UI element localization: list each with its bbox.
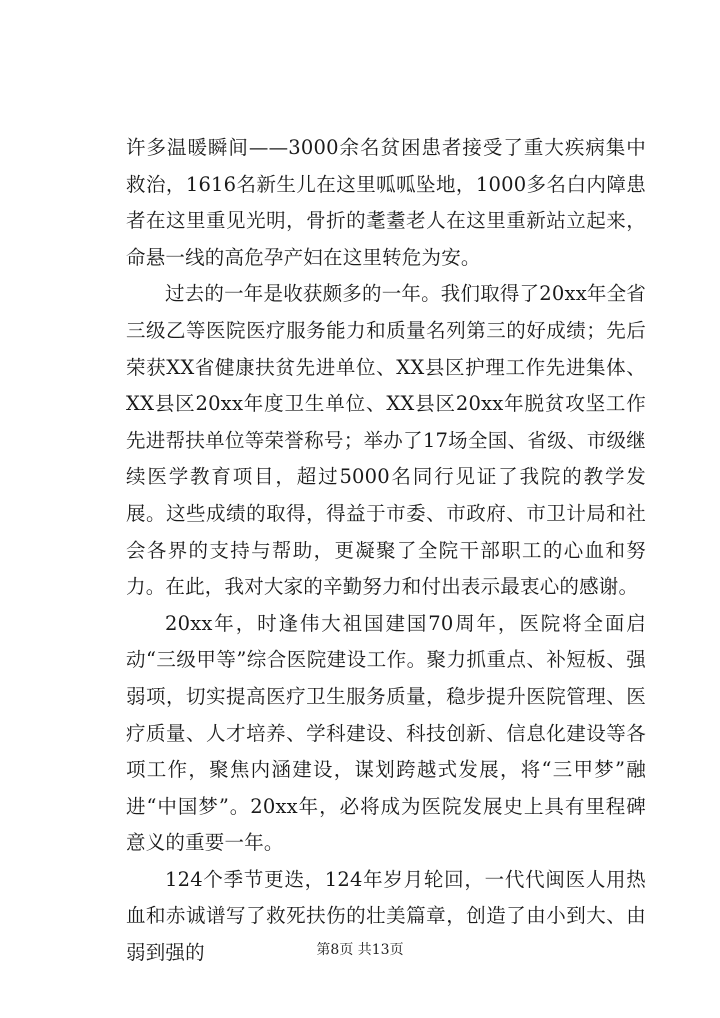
document-body (126, 130, 646, 972)
paragraph-4: 124个季节更迭，124年岁月轮回，一代代闽医人用热血和赤诚谱写了救死扶伤的壮美篇章，创造了由小到大、由弱到强的 (126, 867, 646, 965)
page-number-footer: 第8页 共13页 (316, 942, 404, 958)
paragraph-1: 许多温暖瞬间——3000余名贫困患者接受了重大疾病集中救治，1616名新生儿在这里呱呱坠地，1000多名白内障患者在这里重见光明，骨折的耄耋老人在这里重新站立起来，命悬一线的高危孕产妇在这里转危为安。 (126, 136, 646, 269)
paragraph-3: 20xx年，时逢伟大祖国建国70周年，医院将全面启动“三级甲等”综合医院建设工作。聚力抓重点、补短板、强弱项，切实提高医疗卫生服务质量，稳步提升医院管理、医疗质量、人才培养、学科建设、科技创新、信息化建设等各项工作，聚焦内涵建设，谋划跨越式发展，将“三甲梦”融进“中国梦”。20xx年，必将成为医院发展史上具有里程碑意义的重要一年。 (126, 611, 646, 855)
paragraph-2: 过去的一年是收获颇多的一年。我们取得了20xx年全省三级乙等医院医疗服务能力和质量名列第三的好成绩；先后荣获XX省健康扶贫先进单位、XX县区护理工作先进集体、XX县区20xx年度卫生单位、XX县区20xx年脱贫攻坚工作先进帮扶单位等荣誉称号；举办了17场全国、省级、市级继续医学教育项目，超过5000名同行见证了我院的教学发展。这些成绩的取得，得益于市委、市政府、市卫计局和社会各界的支持与帮助，更凝聚了全院干部职工的心血和努力。在此，我对大家的辛勤努力和付出表示最衷心的感谢。 (126, 282, 647, 599)
